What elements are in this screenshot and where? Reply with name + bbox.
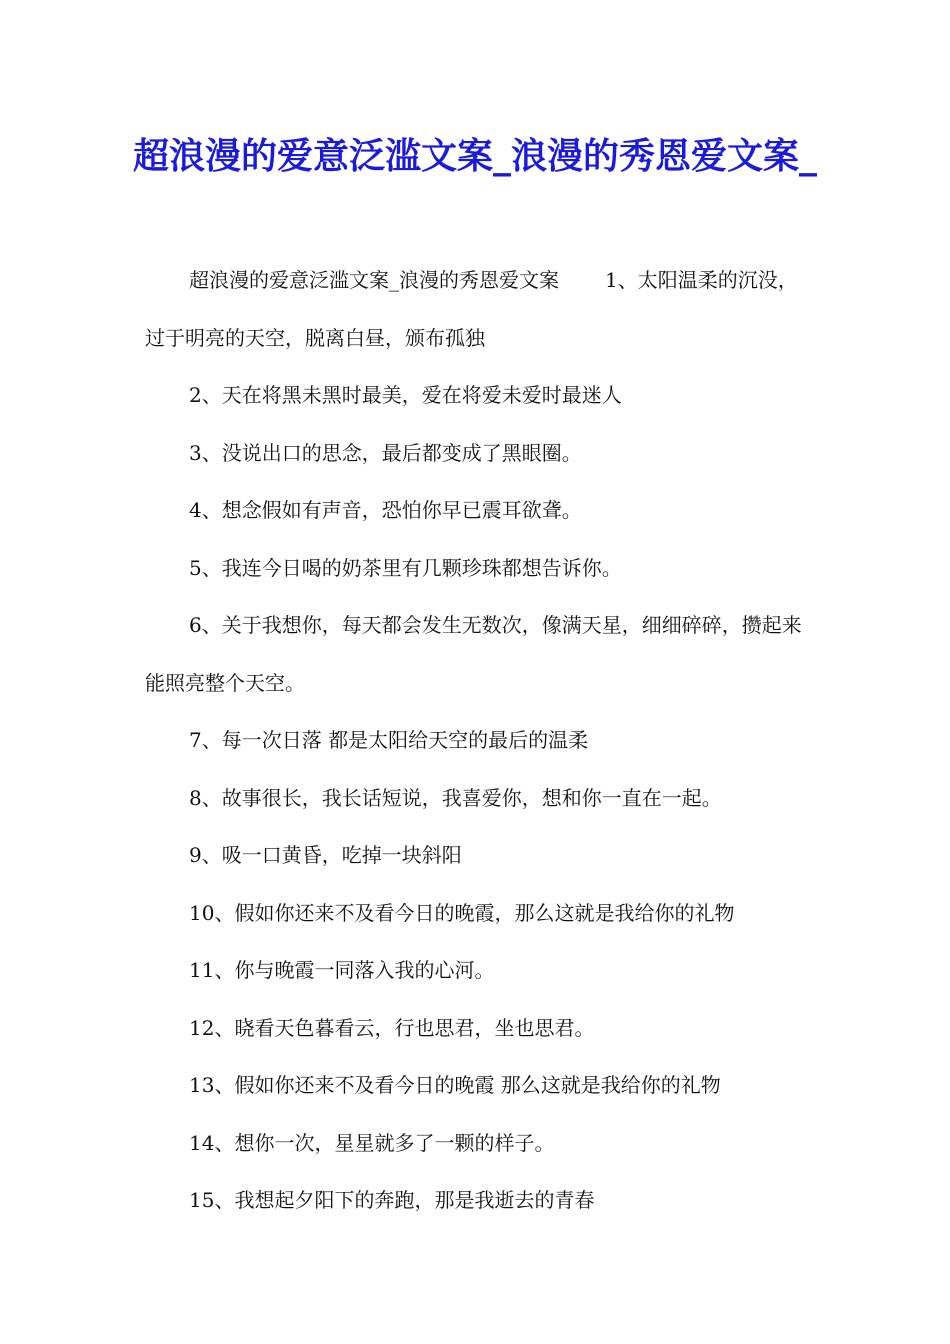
list-item: 5、我连今日喝的奶茶里有几颗珍珠都想告诉你。	[189, 555, 622, 580]
list-item: 8、故事很长，我长话短说，我喜爱你，想和你一直在一起。	[189, 785, 722, 810]
document-title: 超浪漫的爱意泛滥文案_浪漫的秀恩爱文案_	[132, 135, 817, 177]
list-item: 13、假如你还来不及看今日的晚霞 那么这就是我给你的礼物	[189, 1073, 721, 1097]
list-item: 2、天在将黑未黑时最美，爱在将爱未爱时最迷人	[189, 383, 622, 407]
list-item: 7、每一次日落 都是太阳给天空的最后的温柔	[189, 728, 589, 752]
list-item: 6、关于我想你，每天都会发生无数次，像满天星，细细碎碎，攒起来能照亮整个天空。	[145, 613, 802, 695]
list-item: 3、没说出口的思念，最后都变成了黑眼圈。	[189, 440, 582, 465]
intro-item: 1、太阳温柔的沉没，过于明亮的天空，脱离白昼，颁布孤独	[145, 268, 798, 350]
intro-lead: 超浪漫的爱意泛滥文案_浪漫的秀恩爱文案	[189, 268, 559, 292]
list-item: 12、晓看天色暮看云，行也思君，坐也思君。	[189, 1015, 595, 1040]
list-item: 14、想你一次，星星就多了一颗的样子。	[189, 1130, 555, 1155]
list-item: 4、想念假如有声音，恐怕你早已震耳欲聋。	[189, 498, 582, 522]
list-item: 9、吸一口黄昏，吃掉一块斜阳	[189, 843, 462, 867]
list-item: 11、你与晚霞一同落入我的心河。	[189, 958, 495, 982]
list-item: 15、我想起夕阳下的奔跑，那是我逝去的青春	[189, 1188, 595, 1212]
document-body	[145, 252, 810, 1230]
intro-paragraph	[145, 252, 810, 367]
list-item: 10、假如你还来不及看今日的晚霞，那么这就是我给你的礼物	[189, 900, 735, 925]
